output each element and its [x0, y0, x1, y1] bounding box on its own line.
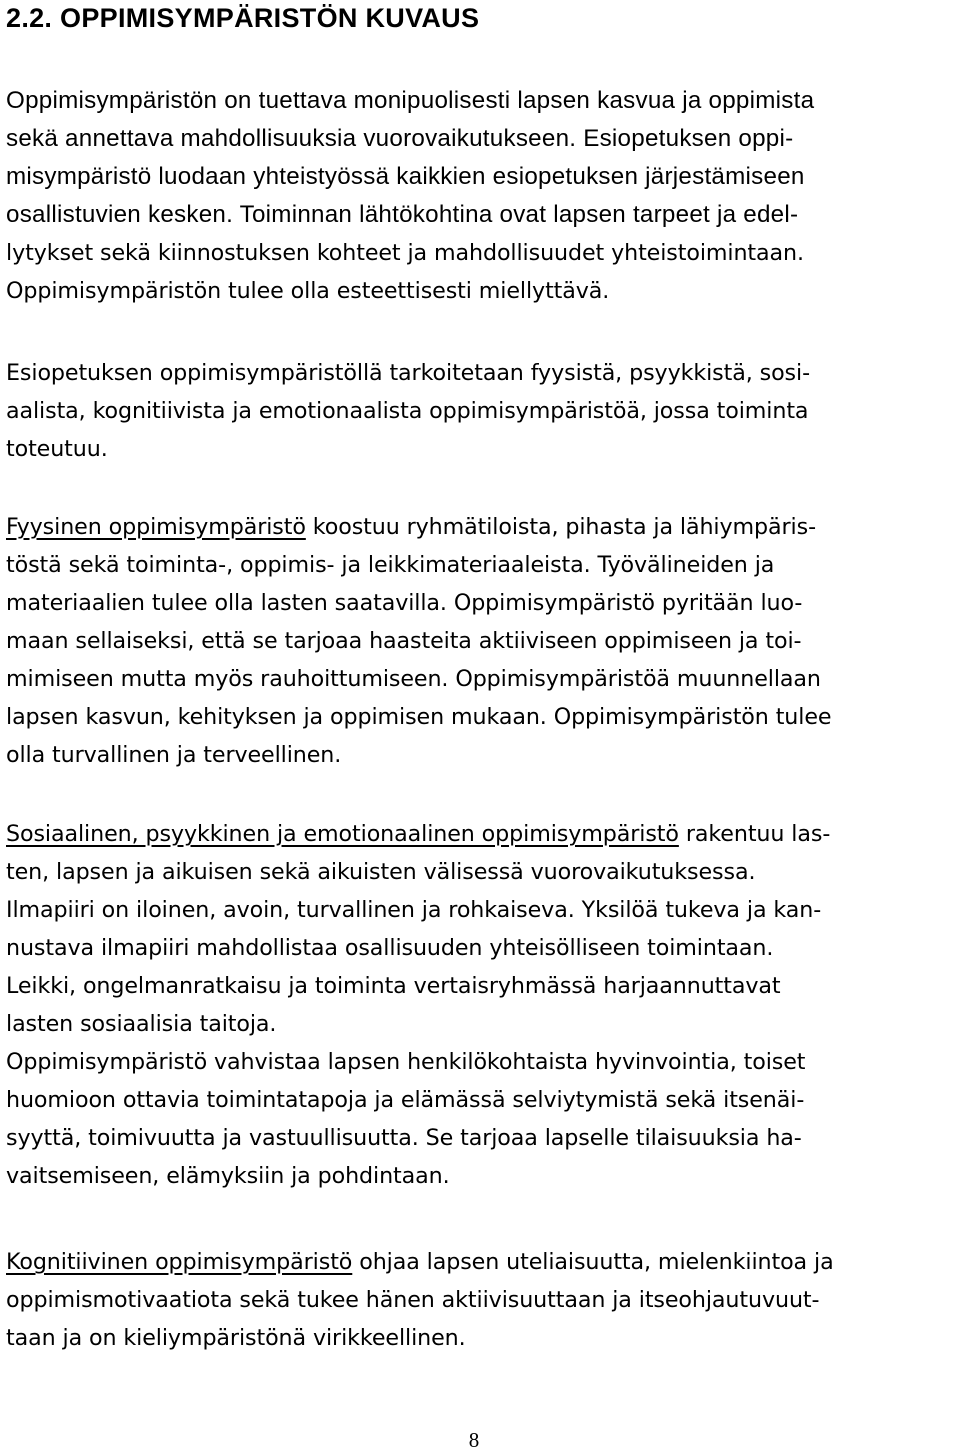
- text-run: koostuu ryhmätiloista, pihasta ja lähiympäris-: [305, 514, 816, 540]
- text-line: huomioon ottavia toimintatapoja ja elämässä selviytymistä sekä itsenäi-: [6, 1087, 805, 1113]
- section-heading: 2.2. OPPIMISYMPÄRISTÖN KUVAUS: [6, 3, 480, 33]
- underlined-term: Kognitiivinen oppimisympäristö: [6, 1249, 353, 1275]
- text-line: vaitsemiseen, elämyksiin ja pohdintaan.: [6, 1163, 450, 1189]
- text-line: [6, 196, 956, 234]
- text-line: Ilmapiiri on iloinen, avoin, turvallinen ja rohkaiseva. Yksilöä tukeva ja kan-: [6, 897, 822, 923]
- text-line: maan sellaiseksi, että se tarjoaa haasteita aktiiviseen oppimiseen ja toi-: [6, 628, 802, 654]
- text-line: Leikki, ongelmanratkaisu ja toiminta vertaisryhmässä harjaannuttavat: [6, 973, 781, 999]
- text-run: rakentuu las-: [678, 821, 831, 847]
- text-line: lasten sosiaalisia taitoja.: [6, 1011, 277, 1037]
- text-line: sekä annettava mahdollisuuksia vuorovaikutukseen. Esiopetuksen oppi-: [6, 125, 794, 152]
- text-line: Oppimisympäristö vahvistaa lapsen henkilökohtaista hyvinvointia, toiset: [6, 1049, 806, 1075]
- text-line: [6, 508, 956, 546]
- underlined-term: Fyysinen oppimisympäristö: [6, 514, 306, 540]
- text-line: toteutuu.: [6, 436, 108, 462]
- paragraph-social-environment: [6, 815, 956, 1195]
- text-line: [6, 1243, 956, 1281]
- text-line: [6, 815, 956, 853]
- paragraph-intro: [6, 82, 956, 310]
- text-line: materiaalien tulee olla lasten saatavilla. Oppimisympäristö pyritään luo-: [6, 590, 803, 616]
- text-line: Oppimisympäristön tulee olla esteettisesti miellyttävä.: [6, 278, 610, 304]
- text-line: olla turvallinen ja terveellinen.: [6, 742, 342, 768]
- document-page: [6, 0, 956, 1451]
- text-line: Esiopetuksen oppimisympäristöllä tarkoitetaan fyysistä, psyykkistä, sosi-: [6, 360, 810, 386]
- text-line: syyttä, toimivuutta ja vastuullisuutta. Se tarjoaa lapselle tilaisuuksia ha-: [6, 1125, 802, 1151]
- text-line: aalista, kognitiivista ja emotionaalista oppimisympäristöä, jossa toiminta: [6, 398, 809, 424]
- paragraph-cognitive-environment: [6, 1243, 956, 1357]
- paragraph-physical-environment: [6, 508, 956, 774]
- text-run: osallistuvien kesken.: [6, 201, 234, 228]
- text-line: töstä sekä toiminta-, oppimis- ja leikkimateriaaleista. Työvälineiden ja: [6, 552, 775, 578]
- text-line: taan ja on kieliympäristönä virikkeellinen.: [6, 1325, 466, 1351]
- paragraph-definition: [6, 354, 956, 468]
- text-line: oppimismotivaatiota sekä tukee hänen aktiivisuuttaan ja itseohjautuvuut-: [6, 1287, 820, 1313]
- text-line: lapsen kasvun, kehityksen ja oppimisen mukaan. Oppimisympäristön tulee: [6, 704, 832, 730]
- text-line: nustava ilmapiiri mahdollistaa osallisuuden yhteisölliseen toimintaan.: [6, 935, 774, 961]
- page-number: 8: [468, 1428, 480, 1452]
- text-line: Oppimisympäristön on tuettava monipuolisesti lapsen kasvua ja oppimista: [6, 87, 815, 114]
- text-line: ten, lapsen ja aikuisen sekä aikuisten välisessä vuorovaikutuksessa.: [6, 859, 756, 885]
- text-line: lytykset sekä kiinnostuksen kohteet ja mahdollisuudet yhteistoimintaan.: [6, 240, 804, 266]
- text-run: ohjaa lapsen uteliaisuutta, mielenkiintoa ja: [352, 1249, 834, 1275]
- text-line: misympäristö luodaan yhteistyössä kaikkien esiopetuksen järjestämiseen: [6, 163, 805, 190]
- text-line: mimiseen mutta myös rauhoittumiseen. Oppimisympäristöä muunnellaan: [6, 666, 821, 692]
- underlined-term: Sosiaalinen, psyykkinen ja emotionaalinen oppimisympäristö: [6, 821, 679, 847]
- text-run: Toiminnan lähtökohtina ovat lapsen tarpeet ja edel-: [233, 201, 799, 228]
